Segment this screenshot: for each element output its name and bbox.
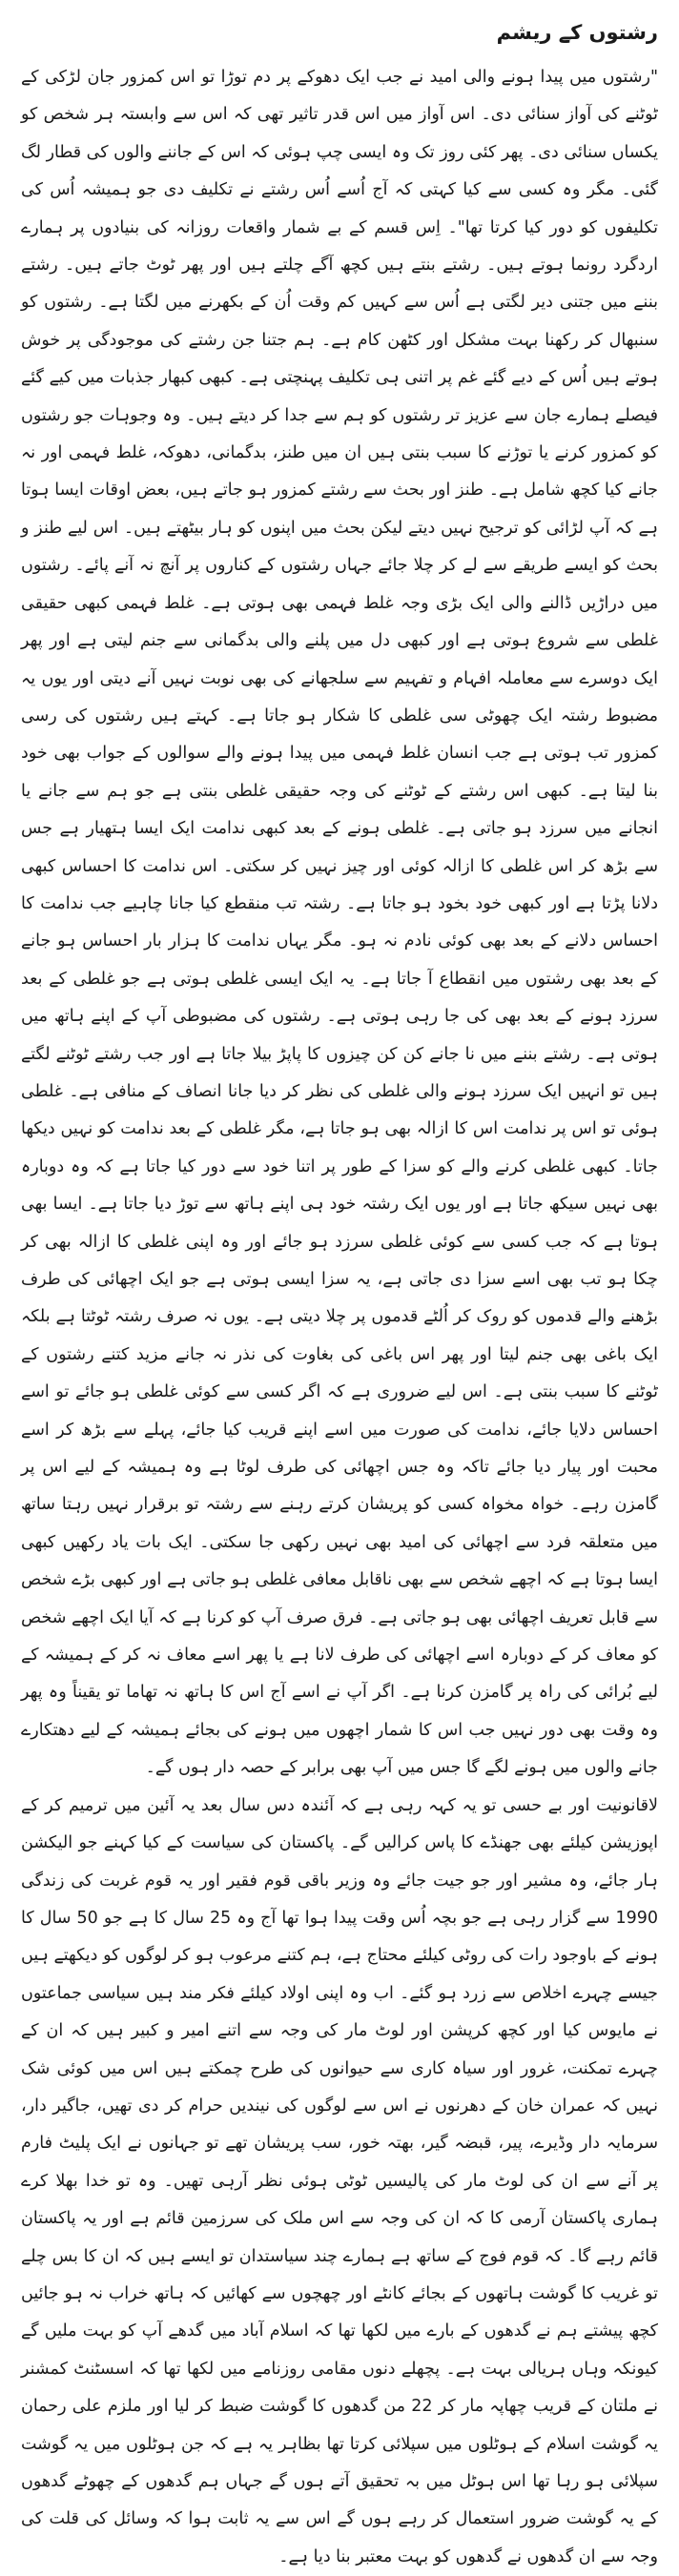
article-body xyxy=(21,59,658,2576)
paragraph-2: لاقانونیت اور بے حسی تو یہ کہہ رہی ہے کہ آئندہ دس سال بعد یہ آئین میں ترمیم کر کے اپوزیشن کیلئے بھی جھنڈے کا پاس کرالیں گے۔ پاکستان کی سیاست کے کیا کہنے جو الیکشن ہار جائے، وہ مشیر اور جو جیت جائے وہ وزیر باقی قوم فقیر اور یہ قوم غربت کی زندگی 1990 سے گزار رہی ہے جو بچہ اُس وقت پیدا ہوا تھا آج وہ 25 سال کا ہے جو 50 سال کا ہونے کے باوجود رات کی روٹی کیلئے محتاج ہے، ہم کتنے مرعوب ہو کر لوگوں کو دیکھتے ہیں جیسے چہرے اخلاص سے زرد ہو گئے۔ اب وہ اپنی اولاد کیلئے فکر مند ہیں سیاسی جماعتوں نے مایوس کیا اور کچھ کرپشن اور لوٹ مار کی وجہ سے اتنے امیر و کبیر ہیں کہ ان کے چہرے تمکنت، غرور اور سیاہ کاری سے حیوانوں کی طرح چمکتے ہیں اس میں کوئی شک نہیں کہ عمران خان کے دھرنوں نے اس سے لوگوں کی نیندیں حرام کر دی تھیں، جاگیر دار، سرمایہ دار وڈیرے، پیر، قبضہ گیر، بھتہ خور، سب پریشان تھے تو جہانوں نے ایک پلیٹ فارم پر آنے سے ان کی لوٹ مار کی پالیسیں ٹوٹی ہوئی نظر آرہی تھیں۔ وہ تو خدا بھلا کرے ہماری پاکستان آرمی کا کہ ان کی وجہ سے اس ملک کی سرزمین قائم ہے اور یہ پاکستان قائم رہے گا۔ کہ قوم فوج کے ساتھ ہے ہمارے چند سیاستدان تو ایسے ہیں کہ ان کا بس چلے تو غریب کا گوشت ہاتھوں کے بجائے کانٹے اور چھچوں سے کھائیں کہ ہاتھ خراب نہ ہو جائیں کچھ پیشتے ہم نے گدھوں کے بارے میں لکھا تھا کہ اسلام آباد میں گدھے آپ کو بہت ملیں گے کیونکہ وہاں ہریالی بہت ہے۔ پچھلے دنوں مقامی روزنامے میں لکھا تھا کہ اسسٹنٹ کمشنر نے ملتان کے قریب چھاپہ مار کر 22 من گدھوں کا گوشت ضبط کر لیا اور ملزم علی رحمان یہ گوشت اسلام کے ہوٹلوں میں سپلائی کرتا تھا بظاہر یہ ہے کہ جن ہوٹلوں میں یہ گوشت سپلائی ہو رہا تھا اس ہوٹل میں بہ تحقیق آتے ہوں گے جہاں ہم گدھوں کے چھوٹے گدھوں کے یہ گوشت ضرور استعمال کر رہے ہوں گے اس سے یہ ثابت ہوا کہ وسائل کی قلت کی وجہ سے ان گدھوں نے گدھوں کو بہت معتبر بنا دیا ہے۔ xyxy=(21,1795,659,2566)
article-title: رشتوں کے ریشم xyxy=(496,21,658,44)
paragraph-1: "رشتوں میں پیدا ہونے والی امید نے جب ایک دھوکے پر دم توڑا تو اس کمزور جان لڑکی کے ٹوٹنے کی آواز سنائی دی۔ اس آواز میں اس قدر تاثیر تھی کہ اس سے وابستہ ہر شخص کو یکساں سنائی دی۔ پھر کئی روز تک وہ ایسی چپ ہوئی کہ اس کے جاننے والوں کی قطار لگ گئی۔ مگر وہ کسی سے کیا کہتی کہ آج اُسے اُس رشتے نے تکلیف دی جو ہمیشہ اُس کی تکلیفوں کو دور کیا کرتا تھا"۔ اِس قسم کے بے شمار واقعات روزانہ کی بنیادوں پر ہمارے اردگرد رونما ہوتے ہیں۔ رشتے بنتے ہیں کچھ آگے چلتے ہیں اور پھر ٹوٹ جاتے ہیں۔ رشتے بننے میں جتنی دیر لگتی ہے اُس سے کہیں کم وقت اُن کے بکھرنے میں لگتا ہے۔ رشتوں کو سنبھال کر رکھنا بہت مشکل اور کٹھن کام ہے۔ ہم جتنا جن رشتے کی موجودگی پر خوش ہوتے ہیں اُس کے دیے گئے غم پر اتنی ہی تکلیف پہنچتی ہے۔ کبھی کبھار جذبات میں کیے گئے فیصلے ہمارے جان سے عزیز تر رشتوں کو ہم سے جدا کر دیتے ہیں۔ وہ وجوہات جو رشتوں کو کمزور کرنے یا توڑنے کا سبب بنتی ہیں ان میں طنز، بدگمانی، دھوکہ، غلط فہمی اور نہ جانے کیا کچھ شامل ہے۔ طنز اور بحث سے رشتے کمزور ہو جاتے ہیں، بعض اوقات ایسا ہوتا ہے کہ آپ لڑائی کو ترجیح نہیں دیتے لیکن بحث میں اپنوں کو ہار بیٹھتے ہیں۔ اس لیے طنز و بحث کو ایسے طریقے سے لے کر چلا جائے جہاں رشتوں کے کناروں پر آنچ نہ آنے پائے۔ رشتوں میں دراڑیں ڈالنے والی ایک بڑی وجہ غلط فہمی بھی ہوتی ہے۔ غلط فہمی کبھی حقیقی غلطی سے شروع ہوتی ہے اور کبھی دل میں پلنے والی بدگمانی سے جنم لیتی ہے اور پھر ایک دوسرے سے معاملہ افہام و تفہیم سے سلجھانے کی بھی نوبت نہیں آنے دیتی اور یوں یہ مضبوط رشتہ ایک چھوٹی سی غلطی کا شکار ہو جاتا ہے۔ کہتے ہیں رشتوں کی رسی کمزور تب ہوتی ہے جب انسان غلط فہمی میں پیدا ہونے والے سوالوں کے جواب بھی خود بنا لیتا ہے۔ کبھی اس رشتے کے ٹوٹنے کی وجہ حقیقی غلطی بنتی ہے جو ہم سے جانے یا انجانے میں سرزد ہو جاتی ہے۔ غلطی ہونے کے بعد کبھی ندامت ایک ایسا ہتھیار ہے جس سے بڑھ کر اس غلطی کا ازالہ کوئی اور چیز نہیں کر سکتی۔ اس ندامت کا احساس کبھی دلانا پڑتا ہے اور کبھی خود بخود ہو جاتا ہے۔ رشتہ تب منقطع کیا جانا چاہیے جب ندامت کا احساس دلانے کے بعد بھی کوئی نادم نہ ہو۔ مگر یہاں ندامت کا ہزار بار احساس ہو جانے کے بعد بھی رشتوں میں انقطاع آ جاتا ہے۔ یہ ایک ایسی غلطی ہوتی ہے جو غلطی کے بعد سرزد ہونے کے بعد بھی کی جا رہی ہوتی ہے۔ رشتوں کی مضبوطی آپ کے اپنے ہاتھ میں ہوتی ہے۔ رشتے بننے میں نا جانے کن کن چیزوں کا پاپڑ بیلا جاتا ہے اور جب رشتے ٹوٹنے لگتے ہیں تو انہیں ایک سرزد ہونے والی غلطی کی نظر کر دیا جانا انصاف کے منافی ہے۔ غلطی ہوئی تو اس پر ندامت اس کا ازالہ بھی ہو جاتا ہے، مگر غلطی کے بعد ندامت کو نہیں دیکھا جاتا۔ کبھی غلطی کرنے والے کو سزا کے طور پر اتنا خود سے دور کیا جاتا ہے کہ وہ دوبارہ بھی نہیں سیکھ جاتا ہے اور یوں ایک رشتہ خود ہی اپنے ہاتھ سے توڑ دیا جاتا ہے۔ ایسا بھی ہوتا ہے کہ جب کسی سے کوئی غلطی سرزد ہو جائے اور وہ اپنی غلطی کا ازالہ بھی کر چکا ہو تب بھی اسے سزا دی جاتی ہے، یہ سزا ایسی ہوتی ہے جو ایک اچھائی کی طرف بڑھنے والے قدموں کو روک کر اُلٹے قدموں پر چلا دیتی ہے۔ یوں نہ صرف رشتہ ٹوٹتا ہے بلکہ ایک باغی بھی جنم لیتا اور پھر اس باغی کی بغاوت کی نذر نہ جانے مزید کتنے رشتوں کے ٹوٹنے کا سبب بنتی ہے۔ اس لیے ضروری ہے کہ اگر کسی سے کوئی غلطی ہو جائے تو اسے احساس دلایا جائے، ندامت کی صورت میں اسے اپنے قریب کیا جائے، پہلے سے بڑھ کر اسے محبت اور پیار دیا جائے تاکہ وہ جس اچھائی کی طرف لوٹا ہے وہ ہمیشہ کے لیے اس پر گامزن رہے۔ خواہ مخواہ کسی کو پریشان کرتے رہنے سے رشتہ تو برقرار نہیں رہتا ساتھ میں متعلقہ فرد سے اچھائی کی امید بھی نہیں رکھی جا سکتی۔ ایک بات یاد رکھیں کبھی ایسا ہوتا ہے کہ اچھے شخص سے بھی ناقابل معافی غلطی ہو جاتی ہے اور کبھی بڑے شخص سے قابل تعریف اچھائی بھی ہو جاتی ہے۔ فرق صرف آپ کو کرنا ہے کہ آیا ایک اچھے شخص کو معاف کر کے دوبارہ اسے اچھائی کی طرف لانا ہے یا پھر اسے معاف نہ کر کے ہمیشہ کے لیے بُرائی کی راہ پر گامزن کرنا ہے۔ اگر آپ نے اسے آج اس کا ہاتھ نہ تھاما تو یقیناً وہ پھر وہ وقت بھی دور نہیں جب اس کا شمار اچھوں میں ہونے کی بجائے ہمیشہ کے لیے دھتکارے جانے والوں میں ہونے لگے گا جس میں آپ بھی برابر کے حصہ دار ہوں گے۔ xyxy=(21,68,658,1778)
